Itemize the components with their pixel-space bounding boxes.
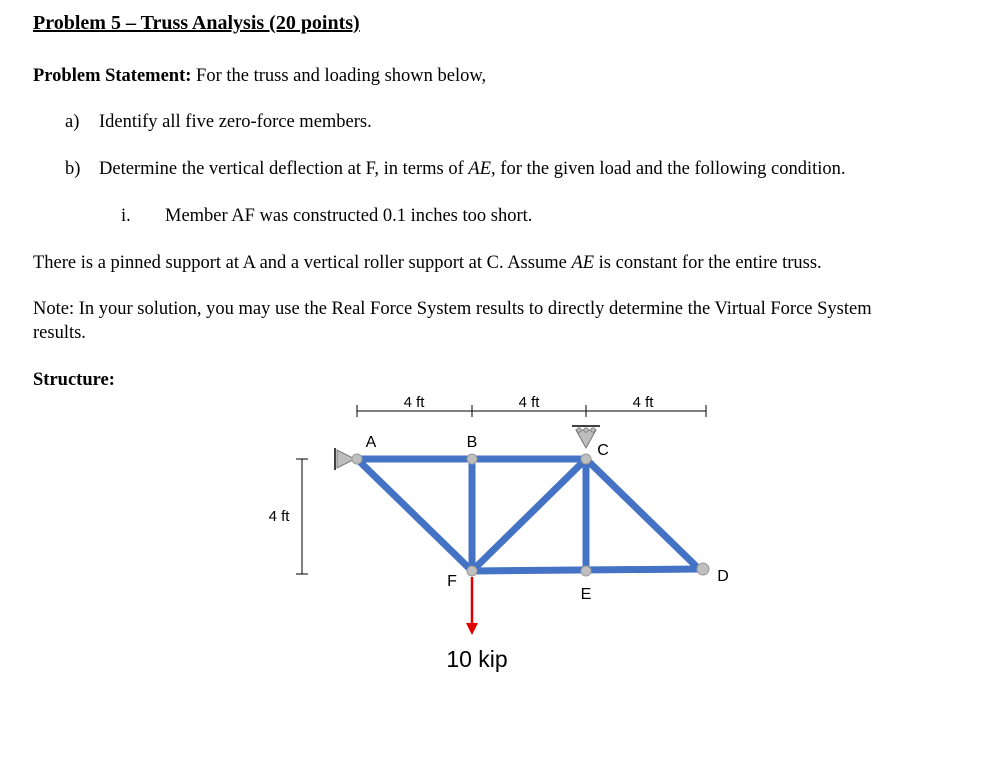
structure-label: Structure: (33, 370, 115, 390)
node-label-d: D (717, 568, 729, 585)
item-a-text: Identify all five zero-force members. (99, 112, 372, 132)
dim-left: 4 ft (268, 508, 290, 525)
joint-d (697, 563, 709, 575)
support-text-2: is constant for the entire truss. (594, 253, 822, 273)
item-i-marker: i. (121, 206, 131, 226)
support-text-1: There is a pinned support at A and a vertical roller support at C. Assume (33, 253, 572, 273)
node-label-a: A (365, 434, 377, 451)
statement-text: For the truss and loading shown below, (191, 66, 487, 86)
statement-label: Problem Statement: (33, 66, 192, 86)
item-b-text-1: Determine the vertical deflection at F, in terms of (99, 159, 469, 179)
dim-top-1: 4 ft (403, 394, 425, 411)
item-a-marker: a) (65, 112, 80, 132)
joint-a (352, 454, 362, 464)
load-arrow (466, 577, 478, 635)
roller-support-c (572, 426, 600, 448)
member-cd (586, 459, 699, 569)
joint-f (467, 566, 477, 576)
item-b-ae: AE (468, 159, 492, 179)
node-label-f: F (447, 573, 457, 590)
dim-top-2: 4 ft (518, 394, 540, 411)
member-af (357, 459, 472, 571)
node-label-b: B (466, 434, 478, 451)
item-b-marker: b) (65, 159, 81, 179)
item-b-text-2: , for the given load and the following condition. (491, 159, 846, 179)
truss-members (357, 459, 699, 571)
support-ae: AE (571, 253, 595, 273)
note-line-2: results. (33, 323, 86, 343)
node-label-c: C (597, 442, 609, 459)
load-label: 10 kip (446, 646, 508, 672)
joint-c (581, 454, 591, 464)
item-i-text: Member AF was constructed 0.1 inches too short. (165, 206, 533, 226)
node-label-e: E (580, 586, 592, 603)
note-line-1: Note: In your solution, you may use the Real Force System results to directly determine the Virtual Force System (33, 299, 872, 319)
joint-e (581, 566, 591, 576)
member-fc (472, 459, 586, 571)
joint-b (467, 454, 477, 464)
dim-top-3: 4 ft (632, 394, 654, 411)
page-title: Problem 5 – Truss Analysis (20 points) (33, 12, 360, 34)
left-dimension-line (296, 459, 308, 574)
